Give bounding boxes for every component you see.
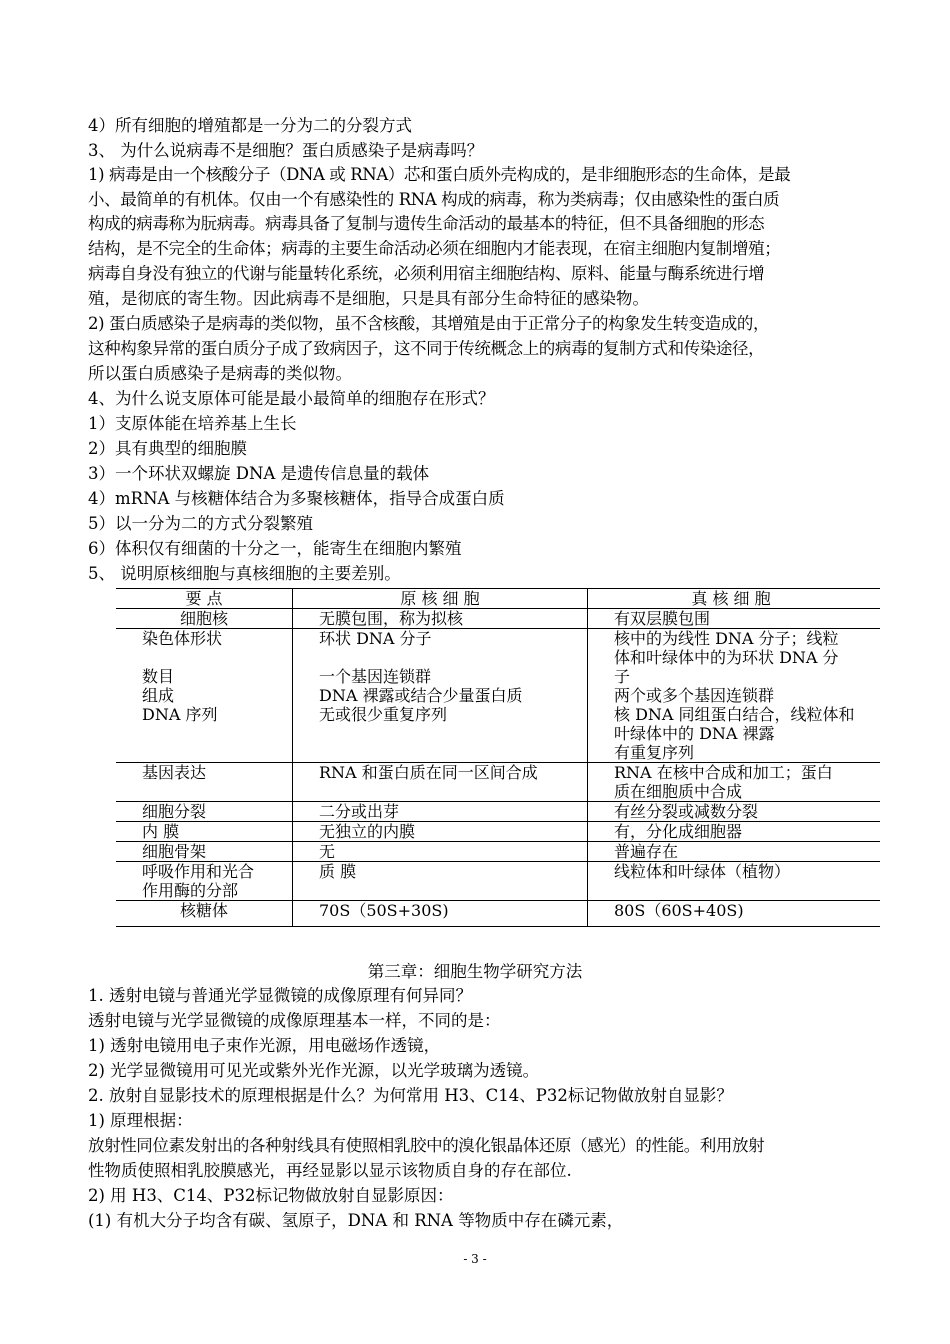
table-cell: 80S（60S+40S) bbox=[588, 901, 881, 927]
table-cell: 无膜包围，称为拟核 bbox=[293, 609, 588, 629]
table-cell: 有丝分裂或减数分裂 bbox=[588, 802, 881, 822]
table-cell: 核糖体 bbox=[116, 901, 293, 927]
table-cell: 线粒体和叶绿体（植物） bbox=[588, 862, 881, 901]
table-cell: 无独立的内膜 bbox=[293, 822, 588, 842]
table-cell: 有双层膜包围 bbox=[588, 609, 881, 629]
table-cell bbox=[588, 629, 881, 763]
cell-line: 作用酶的分部 bbox=[142, 881, 239, 900]
cell-line: 一个基因连锁群 bbox=[319, 667, 432, 686]
header-cell: 真 核 细 胞 bbox=[588, 589, 881, 609]
text-line: 放射性同位素发射出的各种射线具有使照相乳胶中的溴化银晶体还原（感光）的性能。利用放射 bbox=[88, 1136, 765, 1155]
text-line: 性物质使照相乳胶膜感光，再经显影以显示该物质自身的存在部位. bbox=[88, 1161, 572, 1180]
text-line: 构成的病毒称为朊病毒。病毒具备了复制与遗传生命活动的最基本的特征，但不具备细胞的形态 bbox=[88, 214, 765, 233]
table-cell: 细胞分裂 bbox=[116, 802, 293, 822]
table-row bbox=[116, 802, 880, 822]
table-cell: 细胞核 bbox=[116, 609, 293, 629]
text-line: 病毒自身没有独立的代谢与能量转化系统，必须利用宿主细胞结构、原料、能量与酶系统进行增 bbox=[88, 264, 765, 283]
cell-line: RNA 在核中合成和加工；蛋白 bbox=[614, 763, 833, 782]
text-line: 这种构象异常的蛋白质分子成了致病因子，这不同于传统概念上的病毒的复制方式和传染途径， bbox=[88, 339, 765, 358]
text-line: 1) 透射电镜用电子束作光源，用电磁场作透镜， bbox=[88, 1036, 441, 1055]
text-line: 4）mRNA 与核糖体结合为多聚核糖体，指导合成蛋白质 bbox=[88, 489, 505, 508]
cell-line: 数目 bbox=[142, 667, 175, 686]
cell-line: 核中的为线性 DNA 分子；线粒 bbox=[614, 629, 839, 648]
cell-line: 染色体形状 bbox=[142, 629, 223, 648]
table-row bbox=[116, 609, 880, 629]
table-cell: RNA 和蛋白质在同一区间合成 bbox=[293, 763, 588, 802]
text-line: 5）以一分为二的方式分裂繁殖 bbox=[88, 514, 313, 533]
table-row bbox=[116, 862, 880, 901]
text-line: 1) 原理根据： bbox=[88, 1111, 193, 1130]
table-row bbox=[116, 763, 880, 802]
text-line: 6）体积仅有细菌的十分之一，能寄生在细胞内繁殖 bbox=[88, 539, 462, 558]
table-cell: 内 膜 bbox=[116, 822, 293, 842]
text-line: 4、为什么说支原体可能是最小最简单的细胞存在形式？ bbox=[88, 389, 495, 408]
cell-line: 体和叶绿体中的为环状 DNA 分 bbox=[614, 648, 839, 667]
table-header-row bbox=[116, 589, 880, 609]
text-line: 2) 光学显微镜用可见光或紫外光作光源，以光学玻璃为透镜。 bbox=[88, 1061, 540, 1080]
cell-line bbox=[142, 648, 292, 667]
cell-line: 核 DNA 同组蛋白结合，线粒体和 bbox=[614, 705, 855, 724]
table-row bbox=[116, 629, 880, 763]
cell-line: 质在细胞质中合成 bbox=[614, 782, 743, 801]
header-cell: 要 点 bbox=[116, 589, 293, 609]
text-line: 1）支原体能在培养基上生长 bbox=[88, 414, 297, 433]
cell-line: 叶绿体中的 DNA 裸露 bbox=[614, 724, 775, 743]
table-cell: 基因表达 bbox=[116, 763, 293, 802]
text-line: 2) 蛋白质感染子是病毒的类似物，虽不含核酸，其增殖是由于正常分子的构象发生转变造成的， bbox=[88, 314, 770, 333]
text-line: 透射电镜与光学显微镜的成像原理基本一样，不同的是： bbox=[88, 1011, 501, 1030]
cell-line: 有重复序列 bbox=[614, 743, 695, 762]
table-cell bbox=[293, 629, 588, 763]
table-cell: 无 bbox=[293, 842, 588, 862]
text-line: (1) 有机大分子均含有碳、氢原子，DNA 和 RNA 等物质中存在磷元素， bbox=[88, 1211, 624, 1230]
table-row bbox=[116, 822, 880, 842]
text-line: 5、 说明原核细胞与真核细胞的主要差别。 bbox=[88, 564, 401, 583]
cell-line: 环状 DNA 分子 bbox=[319, 629, 432, 648]
text-line: 1) 病毒是由一个核酸分子（DNA 或 RNA）芯和蛋白质外壳构成的，是非细胞形态的生命体，是最 bbox=[88, 165, 791, 184]
text-line: 2. 放射自显影技术的原理根据是什么？为何常用 H3、C14、P32标记物做放射自显影？ bbox=[88, 1086, 733, 1105]
header-cell: 原 核 细 胞 bbox=[293, 589, 588, 609]
text-line: 1. 透射电镜与普通光学显微镜的成像原理有何异同？ bbox=[88, 986, 472, 1005]
cell-line bbox=[319, 648, 587, 667]
table-cell: 细胞骨架 bbox=[116, 842, 293, 862]
cell-line: DNA 序列 bbox=[142, 705, 218, 724]
table-cell: 70S（50S+30S) bbox=[293, 901, 588, 927]
table-cell bbox=[588, 763, 881, 802]
table-row bbox=[116, 842, 880, 862]
table-row bbox=[116, 901, 880, 927]
text-line: 2）具有典型的细胞膜 bbox=[88, 439, 247, 458]
table-cell bbox=[116, 862, 293, 901]
table-cell bbox=[116, 629, 293, 763]
cell-line: 呼吸作用和光合 bbox=[142, 862, 255, 881]
cell-line: DNA 裸露或结合少量蛋白质 bbox=[319, 686, 523, 705]
table-cell: 二分或出芽 bbox=[293, 802, 588, 822]
text-line: 所以蛋白质感染子是病毒的类似物。 bbox=[88, 364, 352, 383]
table-cell: 质 膜 bbox=[293, 862, 588, 901]
cell-line: 组成 bbox=[142, 686, 175, 705]
text-line: 结构，是不完全的生命体；病毒的主要生命活动必须在细胞内才能表现，在宿主细胞内复制增殖； bbox=[88, 239, 781, 258]
text-line: 3、 为什么说病毒不是细胞？蛋白质感染子是病毒吗？ bbox=[88, 141, 484, 160]
cell-line: 无或很少重复序列 bbox=[319, 705, 448, 724]
text-line: 4）所有细胞的增殖都是一分为二的分裂方式 bbox=[88, 116, 412, 135]
text-line: 2) 用 H3、C14、P32标记物做放射自显影原因： bbox=[88, 1186, 454, 1205]
cell-line: 子 bbox=[614, 667, 631, 686]
text-line: 殖，是彻底的寄生物。因此病毒不是细胞，只是具有部分生命特征的感染物。 bbox=[88, 289, 649, 308]
table-cell: 普遍存在 bbox=[588, 842, 881, 862]
page-number: - 3 - bbox=[463, 1252, 487, 1266]
comparison-table bbox=[116, 588, 880, 927]
chapter-heading: 第三章：细胞生物学研究方法 bbox=[367, 962, 583, 981]
text-line: 3）一个环状双螺旋 DNA 是遗传信息量的载体 bbox=[88, 464, 430, 483]
text-line: 小、最简单的有机体。仅由一个有感染性的 RNA 构成的病毒，称为类病毒；仅由感染性的蛋白质 bbox=[88, 190, 780, 209]
cell-line: 两个或多个基因连锁群 bbox=[614, 686, 775, 705]
table-cell: 有，分化成细胞器 bbox=[588, 822, 881, 842]
